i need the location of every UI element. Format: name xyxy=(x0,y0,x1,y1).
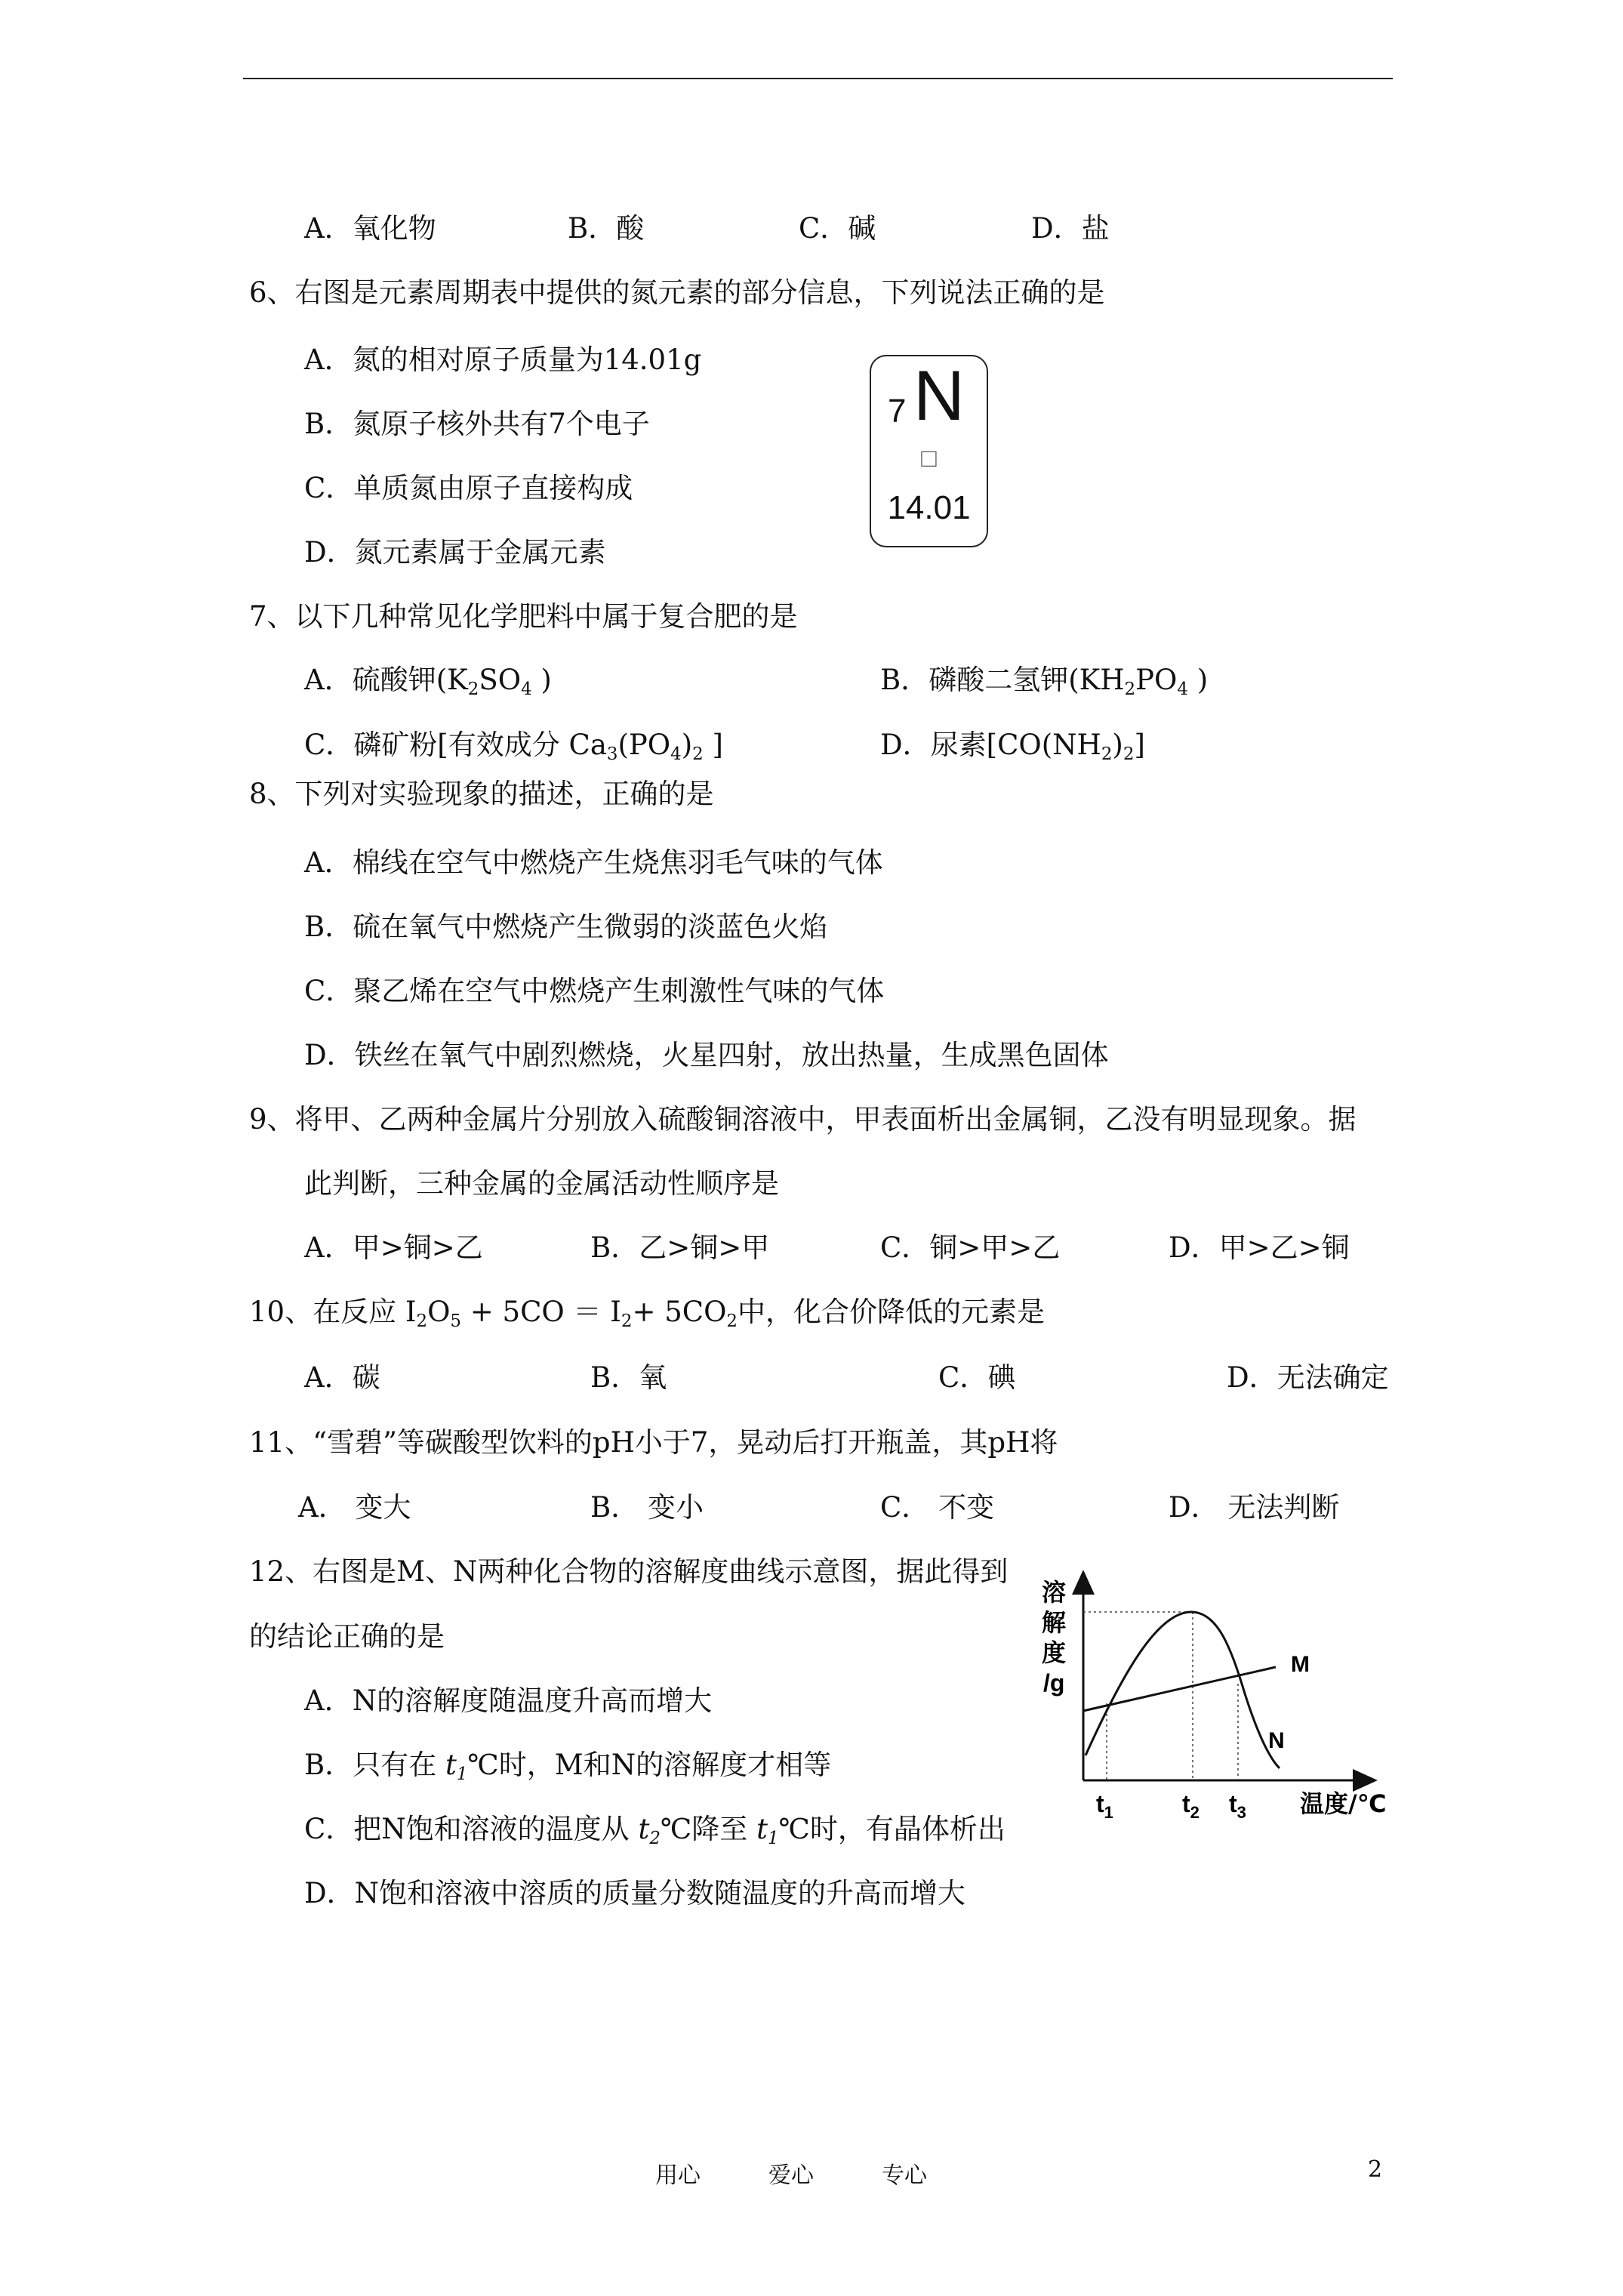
y-label-3: 度 xyxy=(1042,1638,1067,1667)
q11-option-b: B． 变小 xyxy=(590,1491,704,1524)
q12-option-b: B．只有在 $t_1℃$时，M和N的溶解度才相等 xyxy=(304,1749,832,1784)
tick-t2: $t_2$ xyxy=(1182,1790,1200,1820)
y-label-2: 解 xyxy=(1042,1608,1067,1637)
q7-option-d: D．尿素$[CO(NH_2)_2]$ xyxy=(880,729,1145,764)
q6-stem: 6、右图是元素周期表中提供的氮元素的部分信息，下列说法正确的是 xyxy=(249,276,1105,309)
q9-option-b: B．乙>铜>甲 xyxy=(590,1231,770,1264)
atomic-number: 7 xyxy=(888,393,907,430)
q10-option-a: A．碳 xyxy=(304,1361,380,1394)
q5-option-a: A．氧化物 xyxy=(304,212,436,245)
q10-stem: 10、在反应 $I_2O_5 + 5CO = I_2+ 5CO_2$中，化合价降低的元素是 xyxy=(249,1296,1045,1331)
solubility-chart xyxy=(1034,1570,1412,1820)
q9-stem-line1: 9、将甲、乙两种金属片分别放入硫酸铜溶液中，甲表面析出金属铜，乙没有明显现象。据 xyxy=(249,1103,1357,1136)
curve-m xyxy=(1083,1667,1276,1711)
q7-option-c: C．磷矿粉[有效成分 $Ca_3(PO_4)_2$ ] xyxy=(304,729,723,764)
q8-option-a: A．棉线在空气中燃烧产生烧焦羽毛气味的气体 xyxy=(304,846,883,879)
y-label-4: /g xyxy=(1043,1669,1065,1697)
q6-option-d: D．氮元素属于金属元素 xyxy=(304,536,606,569)
q5-option-b: B．酸 xyxy=(568,212,645,245)
q5-option-c: C．碱 xyxy=(799,212,876,245)
q10-option-b: B．氧 xyxy=(590,1361,667,1394)
q7-option-a: A．硫酸钾($K_2SO_4$ ) xyxy=(304,664,552,699)
q5-option-d: D．盐 xyxy=(1031,212,1110,245)
footer-motto: 用心 爱心 专心 xyxy=(655,2162,927,2189)
q9-option-a: A．甲>铜>乙 xyxy=(304,1231,483,1264)
page-number: 2 xyxy=(1368,2156,1383,2183)
series-label-n: N xyxy=(1268,1728,1285,1753)
element-name: □ xyxy=(921,444,937,473)
q9-option-d: D．甲>乙>铜 xyxy=(1169,1231,1350,1264)
q8-option-c: C．聚乙烯在空气中燃烧产生刺激性气味的气体 xyxy=(304,975,885,1007)
q10-option-d: D．无法确定 xyxy=(1227,1361,1389,1394)
y-label-1: 溶 xyxy=(1042,1578,1067,1607)
q12-option-a: A．N的溶解度随温度升高而增大 xyxy=(304,1684,713,1717)
q10-option-c: C．碘 xyxy=(938,1361,1016,1394)
q12-option-d: D．N饱和溶液中溶质的质量分数随温度的升高而增大 xyxy=(304,1877,966,1909)
tick-t1: $t_1$ xyxy=(1096,1790,1113,1820)
element-symbol: N xyxy=(913,356,965,435)
header-rule xyxy=(243,78,1393,79)
q7-option-b: B．磷酸二氢钾($KH_2PO_4$ ) xyxy=(880,664,1209,699)
q12-stem-line2: 的结论正确的是 xyxy=(249,1620,445,1653)
q12-stem-line1: 12、右图是M、N两种化合物的溶解度曲线示意图，据此得到 xyxy=(249,1555,1009,1588)
q9-option-c: C．铜>甲>乙 xyxy=(880,1231,1061,1264)
q11-stem: 11、“雪碧”等碳酸型饮料的pH小于7，晃动后打开瓶盖，其pH将 xyxy=(249,1426,1058,1459)
q7-stem: 7、以下几种常见化学肥料中属于复合肥的是 xyxy=(249,600,798,633)
atomic-mass: 14.01 xyxy=(887,489,971,526)
q11-option-a: A． 变大 xyxy=(298,1491,411,1524)
q6-option-a: A．氮的相对原子质量为14.01g xyxy=(304,344,702,376)
q8-option-d: D．铁丝在氧气中剧烈燃烧，火星四射，放出热量，生成黑色固体 xyxy=(304,1039,1109,1071)
tick-t3: $t_3$ xyxy=(1229,1790,1246,1820)
q12-option-c: C．把N饱和溶液的温度从 $t_2℃$降至 $t_1℃$时，有晶体析出 xyxy=(304,1813,1006,1848)
q6-option-b: B．氮原子核外共有7个电子 xyxy=(304,408,650,440)
q6-option-c: C．单质氮由原子直接构成 xyxy=(304,472,633,504)
q11-option-d: D． 无法判断 xyxy=(1169,1491,1340,1524)
q9-stem-line2: 此判断，三种金属的金属活动性顺序是 xyxy=(304,1167,779,1200)
q8-stem: 8、下列对实验现象的描述，正确的是 xyxy=(249,778,714,810)
curve-n xyxy=(1086,1612,1280,1768)
x-axis-label: 温度/℃ xyxy=(1300,1789,1387,1818)
nitrogen-element-card xyxy=(870,355,988,547)
q11-option-c: C． 不变 xyxy=(880,1491,995,1524)
q8-option-b: B．硫在氧气中燃烧产生微弱的淡蓝色火焰 xyxy=(304,911,828,943)
series-label-m: M xyxy=(1291,1652,1310,1677)
